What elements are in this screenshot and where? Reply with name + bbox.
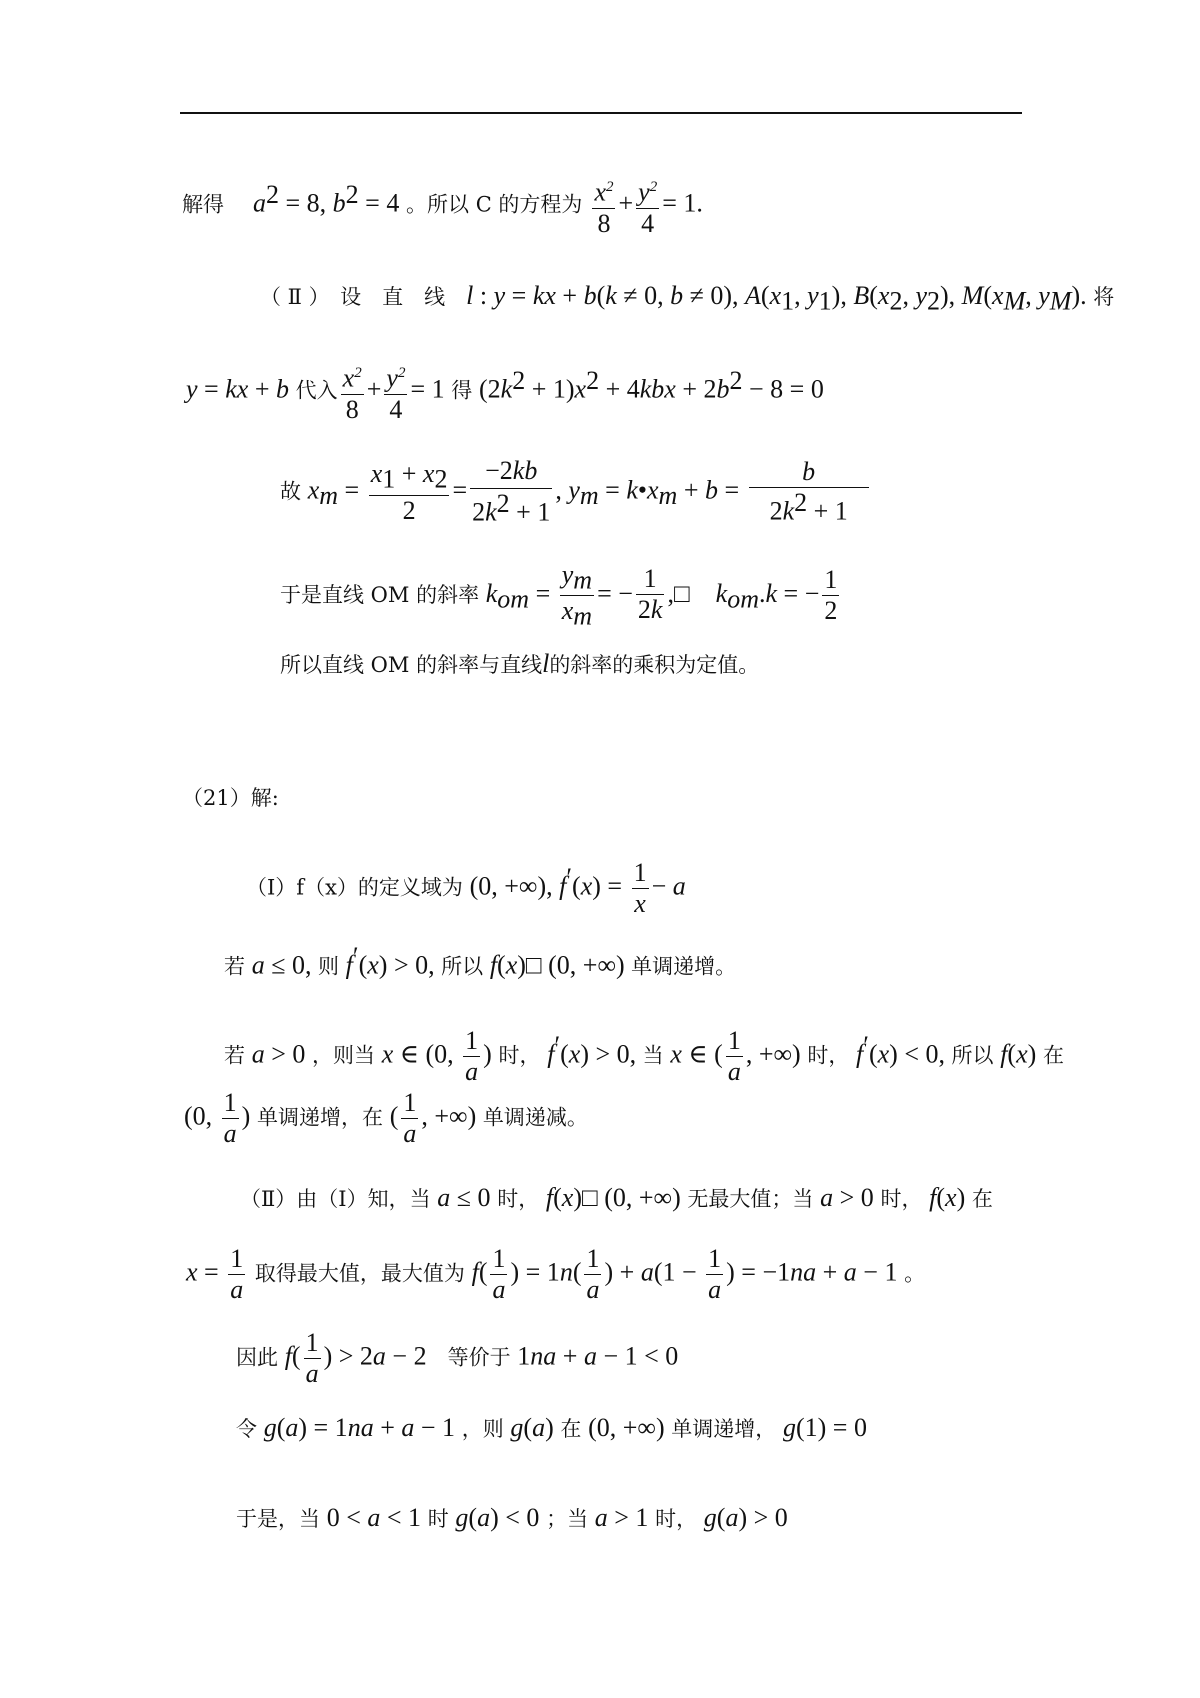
line-13: x = $\frac{1}{a}$ 取得最大值，最大值为 f( $\frac{1}{a}$ ) = 1n( $\frac{1}{a}$ ) + a(1 − $\frac{1}{a}$ ) = −1na + a − 1 。 bbox=[186, 1244, 926, 1304]
line-10: 若 a > 0 ，则当 x ∈ (0, $\frac{1}{a}$ ) 时， f′(x) > 0, 当 x ∈ ( $\frac{1}{a}$ , +∞) 时， f′(x) < 0, 所以 f(x) 在 bbox=[224, 1026, 1064, 1086]
line-5: 于是直线 OM 的斜率 $k_{om}$ = $\frac{y_m}{x_m}$ = − $\frac{1}{2k}$ ,□ $k_{om}.k$ = − $\frac{1}{2}$ bbox=[280, 560, 838, 631]
line-7: （21）解: bbox=[182, 786, 279, 810]
header-rule bbox=[180, 112, 1022, 114]
line-14: 因此 f( $\frac{1}{a}$ ) > 2a − 2 等价于 1na + a − 1 < 0 bbox=[236, 1328, 679, 1388]
line-2: （ Ⅱ ） 设 直 线 l : y = kx + b(k ≠ 0, b ≠ 0), $A(x_1$, $y_1$), $B(x_2$, $y_2$), $M(x_M$, $y_M$). 将 bbox=[260, 281, 1115, 316]
line-9: 若 a ≤ 0, 则 f′(x) > 0, 所以 f(x)□ (0, +∞) 单调递增。 bbox=[224, 942, 737, 980]
line-6: 所以直线 OM 的斜率与直线l的斜率的乘积为定值。 bbox=[280, 649, 760, 678]
line-3: y = kx + b 代入 $\frac{x^2}{8}$ + $\frac{y^2}{4}$ = 1 得 $(2k^2 + 1)x^2 + 4kbx + 2b^2 - 8 = 0$ bbox=[186, 358, 824, 425]
line-12: （Ⅱ）由（Ⅰ）知，当 a ≤ 0 时， f(x)□ (0, +∞) 无最大值；当 a > 0 时， f(x) 在 bbox=[240, 1183, 993, 1212]
line-4: 故 $x_m$ = $\frac{x_1 + x_2}{2}$ = $\frac{-2kb}{2k^2 + 1}$ , $y_m$ = $k•x_m + b$ = $\frac{b}{2k^2 + 1}$ bbox=[280, 456, 872, 529]
line-15: 令 g(a) = 1na + a − 1 ，则 g(a) 在 (0, +∞) 单调递增， g(1) = 0 bbox=[236, 1413, 867, 1442]
line-16: 于是，当 0 < a < 1 时 g(a) < 0 ；当 a > 1 时， g(a) > 0 bbox=[236, 1503, 788, 1532]
line-1: 解得 $a^2 = 8$, $b^2 = 4$ 。所以 C 的方程为 $\frac{x^2}{8}$ + $\frac{y^2}{4}$ = 1. bbox=[182, 172, 703, 239]
line-8: （Ⅰ）f（x）的定义域为 (0, +∞), f′(x) = $\frac{1}{x}$ − a bbox=[246, 858, 686, 918]
line-11: (0, $\frac{1}{a}$ ) 单调递增，在 ( $\frac{1}{a}$ , +∞) 单调递减。 bbox=[184, 1088, 588, 1148]
